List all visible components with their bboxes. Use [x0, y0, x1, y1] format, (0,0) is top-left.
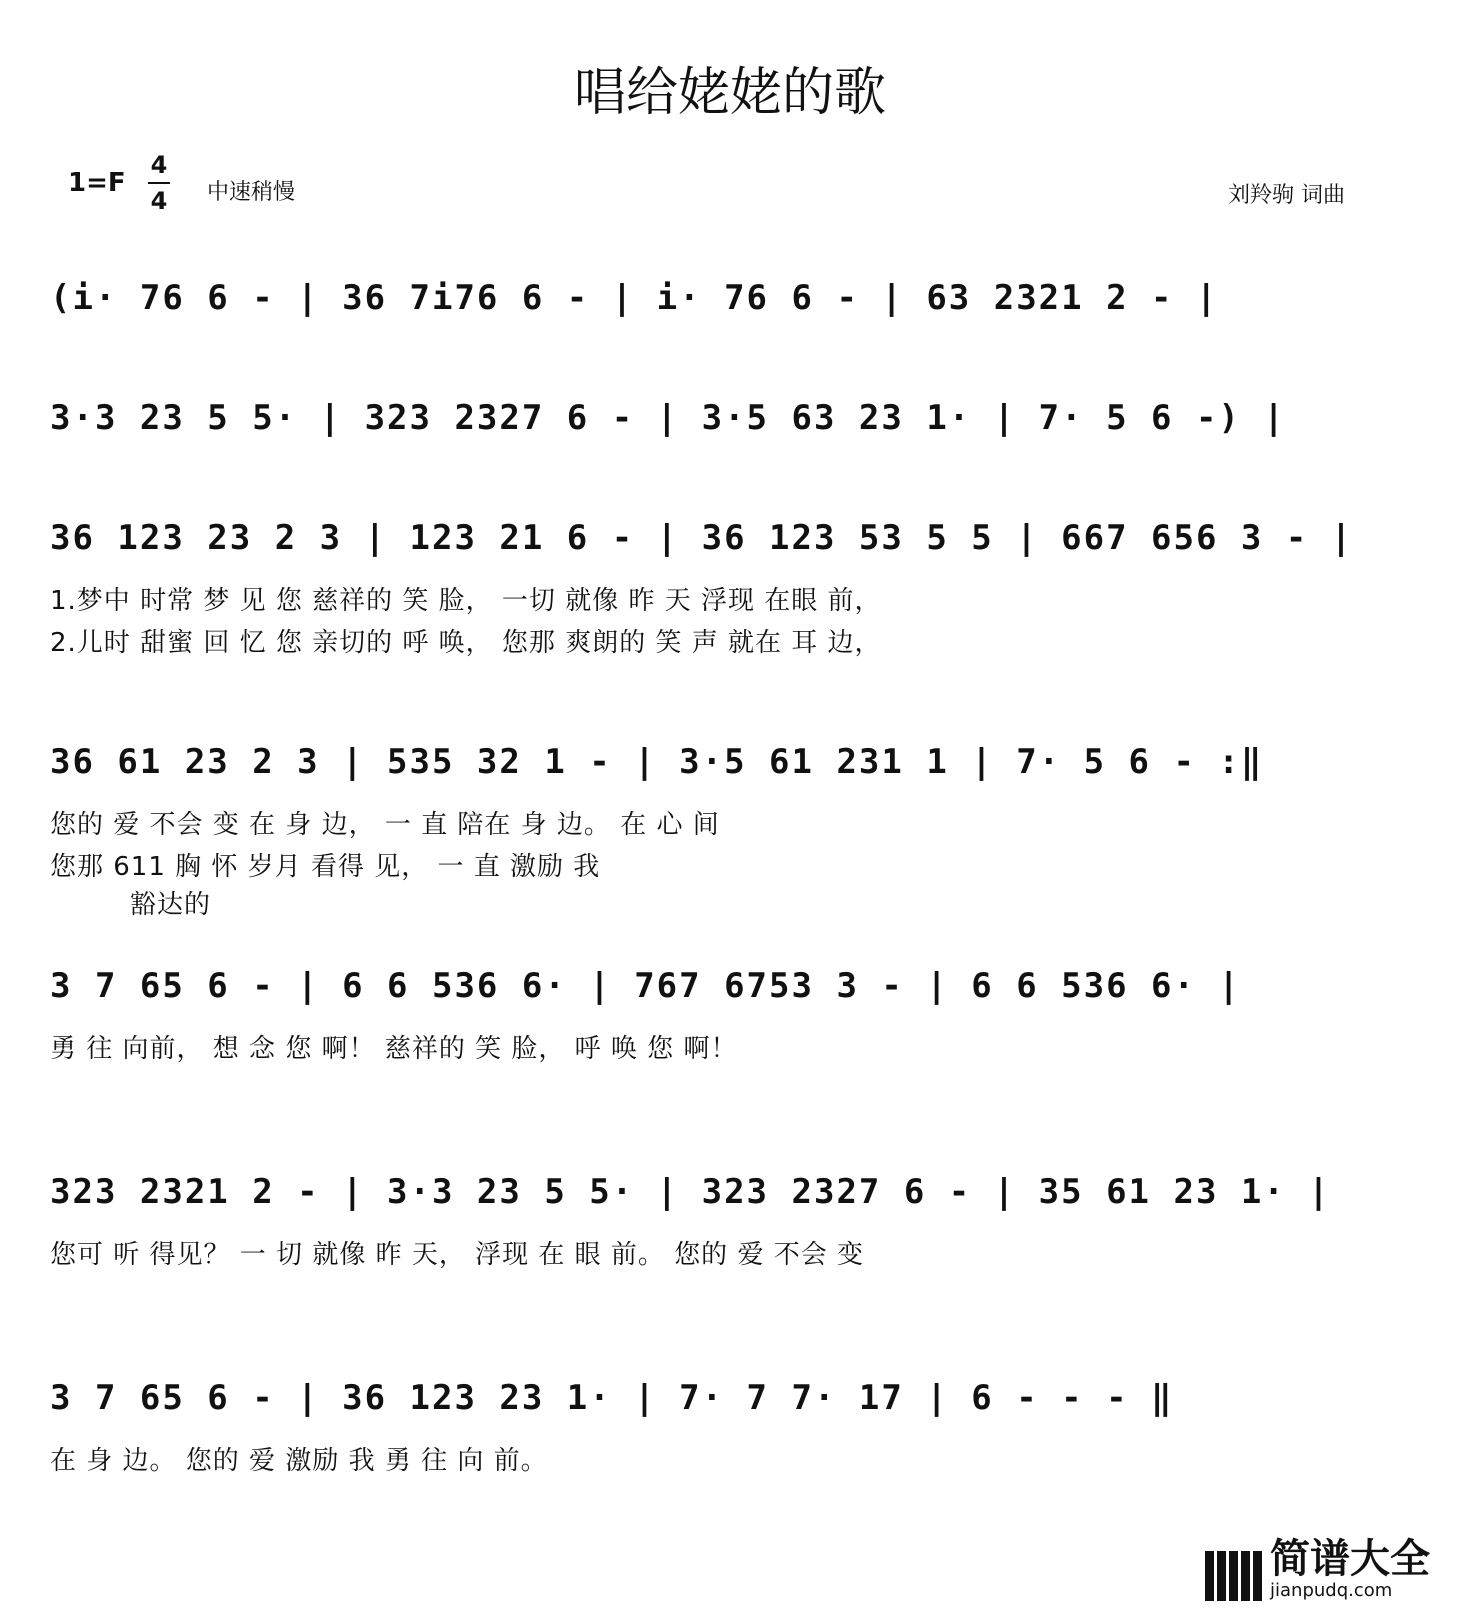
score-row-5: [50, 966, 1420, 1064]
logo-brand: 简谱大全: [1270, 1536, 1430, 1582]
key-signature: 1=F: [68, 168, 126, 198]
lyric-verse-1: 在 身 边。 您的 爱 激励 我 勇 往 向 前。: [50, 1446, 548, 1476]
score-row-1: [50, 278, 1420, 338]
time-signature-bottom: 4: [150, 187, 168, 215]
tempo-marking: 中速稍慢: [207, 180, 296, 205]
logo-url: jianpudq.com: [1270, 1580, 1393, 1601]
notation-line: 323 2321 2 - | 3·3 23 5 5· | 323 2327 6 - | 35 61 23 1· |: [50, 1172, 1331, 1212]
time-signature-top: 4: [150, 151, 168, 179]
score-row-6: [50, 1172, 1420, 1270]
lyric-verse-1: 您可 听 得见？ 一 切 就像 昨 天， 浮现 在 眼 前。 您的 爱 不会 变: [50, 1240, 864, 1270]
lyric-verse-1: 勇 往 向前， 想 念 您 啊！ 慈祥的 笑 脸， 呼 唤 您 啊！: [50, 1034, 738, 1064]
score-row-2: [50, 398, 1420, 458]
lyric-verse-3: 豁达的: [130, 890, 212, 920]
piano-keys-icon: [1205, 1551, 1262, 1601]
notation-line: 36 61 23 2 3 | 535 32 1 - | 3·5 61 231 1 | 7· 5 6 - :‖: [50, 742, 1264, 782]
site-logo: [1205, 1537, 1430, 1601]
lyric-verse-1: 1.梦中 时常 梦 见 您 慈祥的 笑 脸， 一切 就像 昨 天 浮现 在眼 前，: [50, 586, 882, 616]
page-title: 唱给姥姥的歌: [573, 63, 886, 123]
notation-line: (i· 76 6 - | 36 7i76 6 - | i· 76 6 - | 63 2321 2 - |: [50, 278, 1219, 318]
notation-line: 3 7 65 6 - | 6 6 536 6· | 767 6753 3 - | 6 6 536 6· |: [50, 966, 1241, 1006]
score-row-4: [50, 742, 1420, 920]
composer-credit: 刘羚驹 词曲: [1228, 183, 1345, 208]
notation-line: 3·3 23 5 5· | 323 2327 6 - | 3·5 63 23 1· | 7· 5 6 -) |: [50, 398, 1286, 438]
lyric-verse-2: 2.儿时 甜蜜 回 忆 您 亲切的 呼 唤， 您那 爽朗的 笑 声 就在 耳 边，: [50, 628, 882, 658]
time-signature: [148, 150, 170, 216]
lyric-verse-2: 您那 611 胸 怀 岁月 看得 见， 一 直 激励 我: [50, 852, 601, 882]
notation-line: 36 123 23 2 3 | 123 21 6 - | 36 123 53 5 5 | 667 656 3 - |: [50, 518, 1354, 558]
notation-line: 3 7 65 6 - | 36 123 23 1· | 7· 7 7· 17 | 6 - - - ‖: [50, 1378, 1174, 1418]
score-row-3: [50, 518, 1420, 658]
score-row-7: [50, 1378, 1420, 1476]
lyric-verse-1: 您的 爱 不会 变 在 身 边， 一 直 陪在 身 边。 在 心 间: [50, 810, 720, 840]
